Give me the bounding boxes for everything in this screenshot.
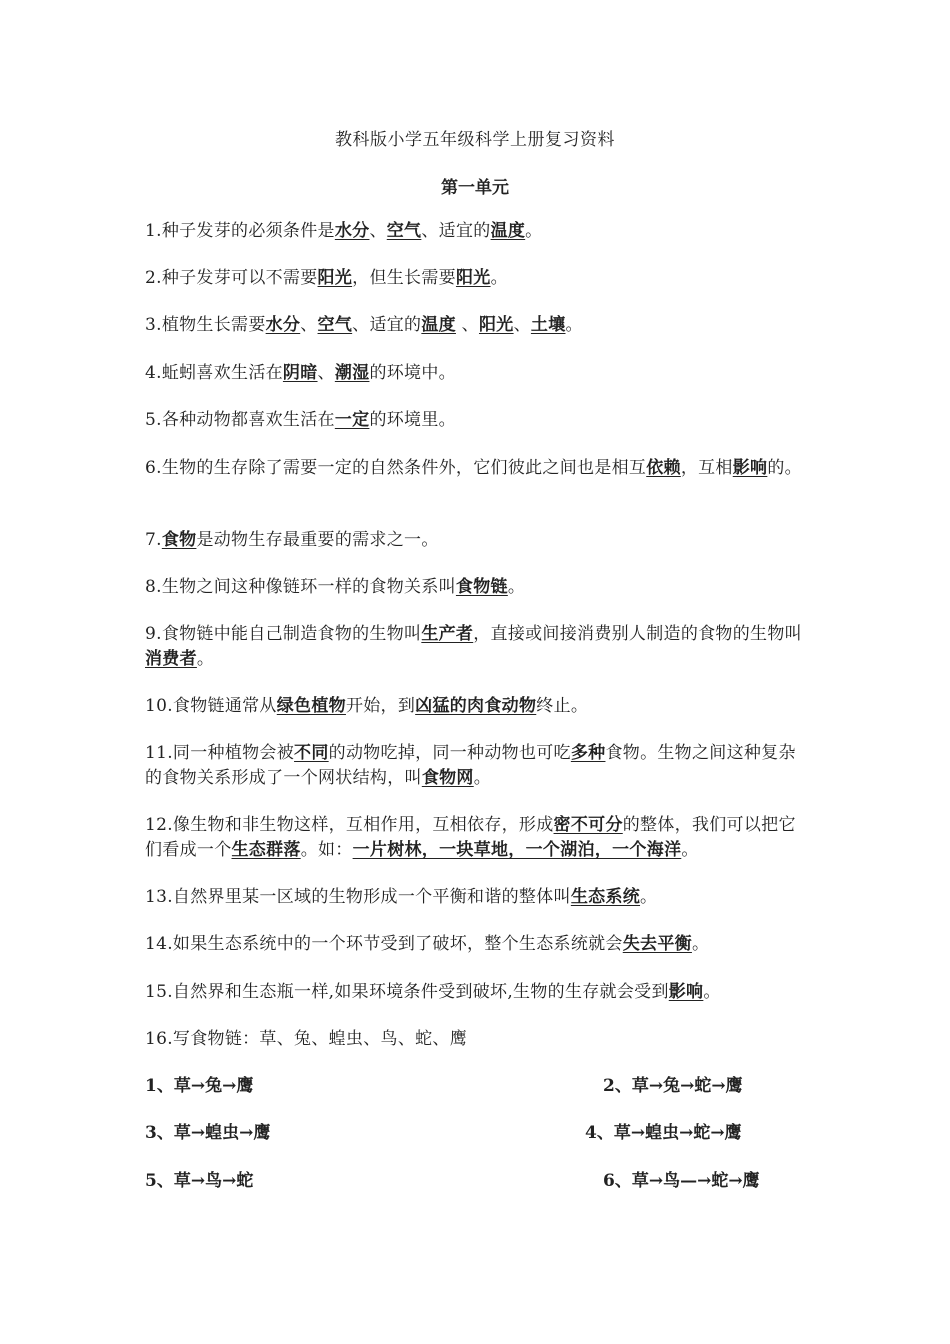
answer-text: 密不可分 — [553, 815, 623, 835]
item-text: 的环境中。 — [369, 363, 456, 383]
item-text: 10.食物链通常从 — [145, 696, 277, 716]
answer-text: 阳光 — [317, 268, 353, 288]
item-text: 、适宜的 — [421, 221, 491, 241]
item-text: 12.像生物和非生物这样，互相作用，互相依存，形成 — [145, 815, 554, 835]
answer-text: 影响 — [732, 458, 768, 478]
list-item — [145, 266, 810, 291]
item-text: ，直接或间接消费别人制造的食物的生物叫 — [473, 624, 802, 644]
item-text: 。 — [565, 315, 583, 335]
item-text: 、 — [300, 315, 318, 335]
answer-text: 阴暗 — [282, 363, 318, 383]
unit-heading: 第一单元 — [441, 178, 509, 198]
answer-text: 生态系统 — [570, 887, 641, 907]
item-text: 9.食物链中能自己制造食物的生物叫 — [145, 624, 422, 644]
item-text: 开始，到 — [345, 696, 416, 716]
list-item — [145, 408, 810, 433]
list-item — [145, 741, 810, 791]
food-chain-1: 1、草→兔→鹰 — [145, 1076, 254, 1096]
list-item — [145, 694, 810, 719]
answer-text: 土壤 — [530, 315, 566, 335]
answer-text: 依赖 — [646, 458, 681, 478]
item-text: 8.生物之间这种像链环一样的食物关系叫 — [145, 577, 456, 597]
list-item — [145, 456, 810, 481]
item-text: 的动物吃掉，同一种动物也可吃 — [328, 743, 571, 763]
answer-text: 消费者 — [145, 649, 197, 669]
item-text: 16.写食物链：草、兔、蝗虫、鸟、蛇、鹰 — [145, 1029, 468, 1049]
answer-text: 阳光 — [478, 315, 514, 335]
list-item — [145, 980, 810, 1005]
item-text: 、 — [369, 221, 387, 241]
list-item — [145, 575, 810, 600]
item-text: ，互相 — [680, 458, 733, 478]
item-text: 。 — [691, 934, 710, 954]
answer-text: 一片树林，一块草地，一个湖泊，一个海洋 — [352, 840, 682, 860]
item-text: 。 — [196, 649, 215, 669]
list-item — [145, 528, 810, 553]
answer-text: 潮湿 — [334, 363, 370, 383]
food-chain-3: 3、草→蝗虫→鹰 — [145, 1123, 271, 1143]
food-chain-4: 4、草→蝗虫→蛇→鹰 — [585, 1123, 742, 1143]
item-text: 、 — [513, 315, 531, 335]
answer-text: 一定 — [334, 410, 370, 430]
list-item — [145, 219, 810, 244]
item-text: 的整体，我们可以把它们看成一个 — [145, 815, 796, 860]
item-text: 2.种子发芽可以不需要 — [145, 268, 318, 288]
food-chain-2: 2、草→兔→蛇→鹰 — [603, 1076, 743, 1096]
answer-text: 影响 — [668, 982, 704, 1002]
answer-text: 阳光 — [455, 268, 491, 288]
list-item — [145, 1027, 810, 1052]
list-item — [145, 932, 810, 957]
item-text: 。如： — [300, 840, 353, 860]
answer-text: 不同 — [294, 743, 329, 763]
item-text: 13.自然界里某一区域的生物形成一个平衡和谐的整体叫 — [145, 887, 571, 907]
list-item — [145, 313, 810, 338]
item-text: 。 — [490, 268, 508, 288]
item-text: 食物。生物之间这种复杂的食物关系形成了一个网状结构，叫 — [145, 743, 796, 788]
answer-text: 凶猛的肉食动物 — [415, 696, 537, 716]
item-text: 、 — [455, 315, 479, 335]
item-text: 是动物生存最重要的需求之一。 — [196, 530, 439, 550]
item-text: 4.蚯蚓喜欢生活在 — [145, 363, 283, 383]
item-text: 的环境里。 — [369, 410, 456, 430]
item-text: 11.同一种植物会被 — [145, 743, 295, 763]
list-item — [145, 361, 810, 386]
item-text: 。 — [473, 768, 492, 788]
item-text: 。 — [507, 577, 526, 597]
item-text: 14.如果生态系统中的一个环节受到了破坏，整个生态系统就会 — [145, 934, 623, 954]
answer-text: 空气 — [317, 315, 353, 335]
list-item — [145, 813, 810, 863]
answer-text: 食物网 — [421, 768, 474, 788]
answer-text: 温度 — [421, 315, 456, 335]
answer-text: 水分 — [265, 315, 301, 335]
item-text: ，但生长需要 — [352, 268, 456, 288]
item-text: 5.各种动物都喜欢生活在 — [145, 410, 335, 430]
item-text: 。 — [525, 221, 543, 241]
item-text: 终止。 — [536, 696, 589, 716]
item-text: 、 — [317, 363, 335, 383]
item-text: 。 — [640, 887, 658, 907]
item-text: 6.生物的生存除了需要一定的自然条件外，它们彼此之间也是相互 — [145, 458, 647, 478]
item-text: 15.自然界和生态瓶一样,如果环境条件受到破坏,生物的生存就会受到 — [145, 982, 669, 1002]
answer-text: 生态群落 — [231, 840, 301, 860]
list-item — [145, 622, 810, 672]
document-title: 教科版小学五年级科学上册复习资料 — [335, 130, 615, 150]
item-text: 3.植物生长需要 — [145, 315, 266, 335]
answer-text: 生产者 — [421, 624, 474, 644]
answer-text: 食物 — [161, 530, 197, 550]
answer-text: 水分 — [334, 221, 370, 241]
item-text: 、适宜的 — [352, 315, 422, 335]
answer-text: 空气 — [386, 221, 422, 241]
answer-text: 失去平衡 — [622, 934, 692, 954]
food-chain-5: 5、草→鸟→蛇 — [145, 1171, 254, 1191]
answer-text: 食物链 — [455, 577, 508, 597]
answer-text: 多种 — [570, 743, 606, 763]
item-text: 。 — [703, 982, 721, 1002]
item-text: 7. — [145, 530, 162, 550]
item-text: 的。 — [767, 458, 802, 478]
item-text: 。 — [681, 840, 699, 860]
food-chain-6: 6、草→鸟—→蛇→鹰 — [603, 1171, 760, 1191]
answer-text: 绿色植物 — [276, 696, 346, 716]
item-text: 1.种子发芽的必须条件是 — [145, 221, 335, 241]
list-item — [145, 885, 810, 910]
answer-text: 温度 — [490, 221, 526, 241]
